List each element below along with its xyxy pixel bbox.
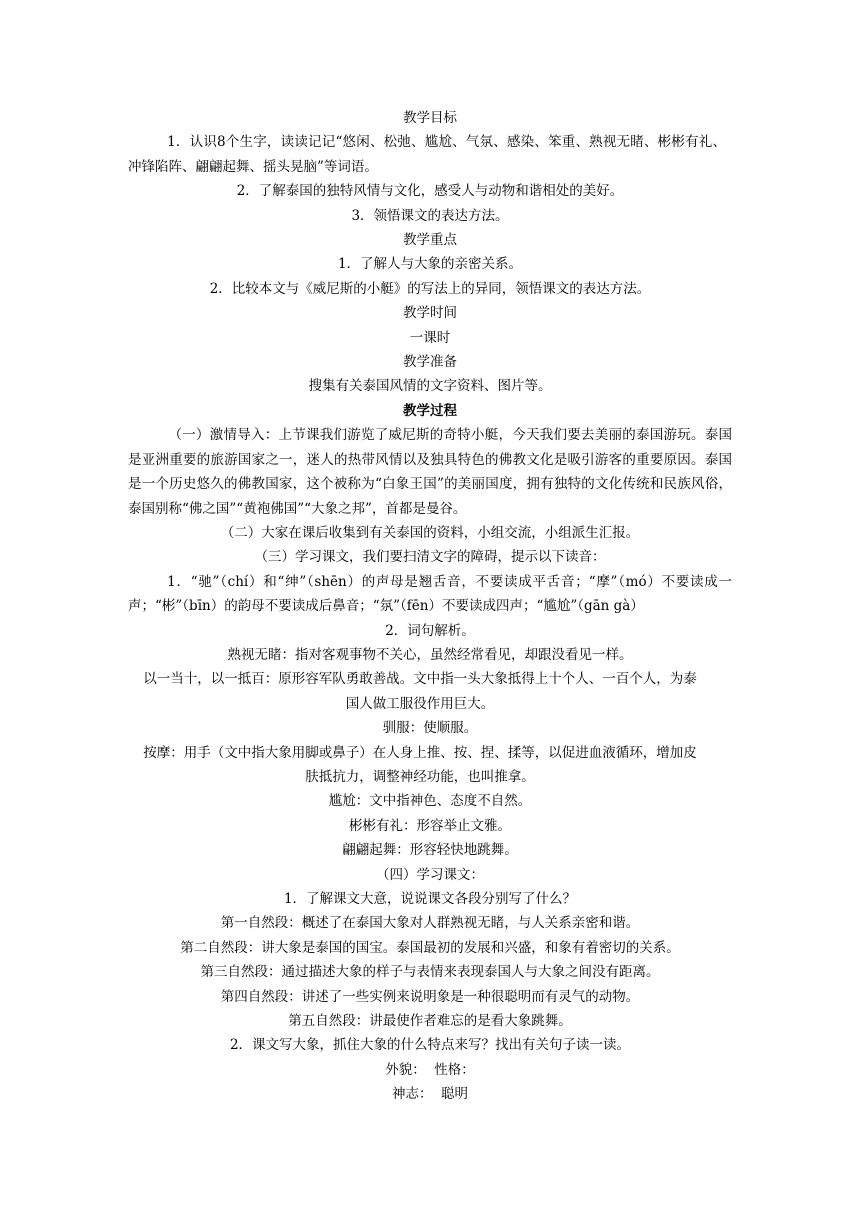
goal-item-2: 2．了解泰国的独特风情与文化，感受人与动物和谐相处的美好。: [236, 183, 624, 200]
word-entry: 按摩：用手（文中指大象用脚或鼻子）在人身上推、按、捏、揉等，以促进血液循环，增加皮肤抵抗力，调整神经功能，也叫推拿。: [143, 744, 697, 785]
word-entry: 彬彬有礼：形容举止文雅。: [349, 817, 511, 834]
process-step-2: （二）大家在课后收集到有关泰国的资料，小组交流，小组派生汇报。: [220, 524, 640, 541]
prep-value: 搜集有关泰国风情的文字资料、图片等。: [308, 378, 552, 395]
process-step-4: （四）学习课文：: [376, 866, 484, 883]
question-2: 2．课文写大象，抓住大象的什么特点来写？找出有关句子读一读。: [229, 1037, 631, 1054]
word-entry: 尴尬：文中指神色、态度不自然。: [328, 793, 532, 810]
focus-item-2: 2．比较本文与《威尼斯的小艇》的写法上的异同，领悟课文的表达方法。: [209, 280, 651, 297]
question-1: 1．了解课文大意，说说课文各段分别写了什么？: [283, 891, 577, 907]
words-heading: 2．词句解析。: [385, 622, 475, 639]
word-entry: 驯服：使顺服。: [382, 720, 478, 737]
prep-heading: 教学准备: [403, 354, 457, 371]
goals-heading: 教学目标: [403, 110, 457, 126]
word-entry: 熟视无睹：指对客观事物不关心，虽然经常看见，却跟没看见一样。: [227, 646, 633, 663]
trait-row-1: 外貌： 性格：: [385, 1061, 475, 1078]
word-entry: 以一当十，以一抵百：原形容军队勇敢善战。文中指一头大象抵得上十个人、一百个人，为泰国人做工服役作用巨大。: [143, 671, 697, 712]
process-heading: 教学过程: [403, 402, 457, 419]
paragraph-summary: 第三自然段：通过描述大象的样子与表情来表现泰国人与大象之间没有距离。: [200, 964, 660, 981]
pronunciation-note: 1．“驰”（chí）和“绅”（shēn）的声母是翘舌音，不要读成平舌音；“摩”（mó）不要读成一声；“彬”（bīn）的韵母不要读成后鼻音；“氛”（fēn）不要读成四声；“尴尬”（gān gà）: [128, 573, 732, 615]
document-page: [128, 106, 732, 1107]
goal-item-1: 1．认识8个生字，读读记记“悠闲、松弛、尴尬、气氛、感染、笨重、熟视无睹、彬彬有礼、冲锋陷阵、翩翩起舞、摇头晃脑”等词语。: [128, 134, 726, 175]
paragraph-summary: 第四自然段：讲述了一些实例来说明象是一种很聪明而有灵气的动物。: [220, 988, 640, 1005]
paragraph-summary: 第二自然段：讲大象是泰国的国宝。泰国最初的发展和兴盛，和象有着密切的关系。: [180, 939, 680, 956]
paragraph-summary: 第一自然段：概述了在泰国大象对人群熟视无睹，与人关系亲密和谐。: [220, 915, 640, 932]
word-entry: 翩翩起舞：形容轻快地跳舞。: [342, 842, 518, 859]
process-step-1: （一）激情导入：上节课我们游览了威尼斯的奇特小艇，今天我们要去美丽的泰国游玩。泰国是亚洲重要的旅游国家之一，迷人的热带风情以及独具特色的佛教文化是吸引游客的重要原因。泰国是一个历史悠久的佛教国家，这个被称为“白象王国”的美丽国度，拥有独特的文化传统和民族风俗，泰国别称“佛之国”“黄袍佛国”“大象之邦”，首都是曼谷。: [128, 427, 732, 517]
process-step-3: （三）学习课文，我们要扫清文字的障碍，提示以下读音：: [254, 549, 606, 566]
paragraph-summary: 第五自然段：讲最使作者难忘的是看大象跳舞。: [288, 1013, 572, 1030]
goal-item-3: 3．领悟课文的表达方法。: [351, 207, 509, 224]
focus-item-1: 1．了解人与大象的亲密关系。: [337, 256, 523, 273]
trait-row-2: 神志： 聪明: [391, 1086, 469, 1103]
time-heading: 教学时间: [403, 305, 457, 322]
focus-heading: 教学重点: [403, 232, 457, 249]
time-value: 一课时: [409, 329, 451, 346]
